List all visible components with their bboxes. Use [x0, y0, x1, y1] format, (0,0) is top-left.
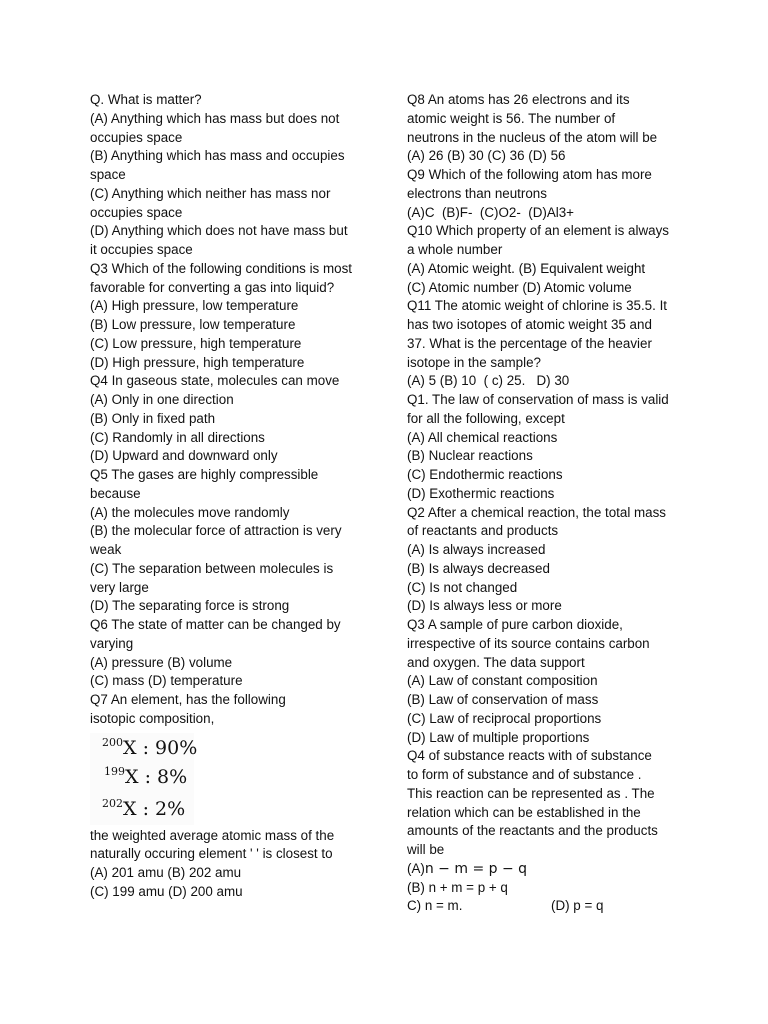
text-line: (B) Low pressure, low temperature: [90, 317, 296, 332]
text-line: (C) The separation between molecules is: [90, 560, 334, 576]
text-line: (D) The separating force is strong: [90, 598, 290, 614]
text-line: Q1. The law of conservation of mass is valid: [407, 392, 669, 407]
text-line: Q6 The state of matter can be changed by: [90, 617, 341, 632]
text-line: naturally occuring element ' ' is closest to: [90, 846, 333, 862]
text-line: (D) Exothermic reactions: [407, 485, 555, 501]
text-line: irrespective of its source contains carbon: [407, 635, 650, 651]
text-line: (A) 26 (B) 30 (C) 36 (D) 56: [407, 148, 566, 164]
option-b-line: (B) n + m = p + q: [407, 879, 508, 895]
text-line: (A)C (B)F- (C)O2- (D)Al3+: [407, 204, 575, 220]
text-line: isotopic composition,: [90, 710, 215, 726]
text-line: Q8 An atoms has 26 electrons and its: [407, 92, 630, 107]
text-line: (B) Nuclear reactions: [407, 448, 533, 464]
option-c: C) n = m.: [407, 898, 463, 914]
text-line: (C) Randomly in all directions: [90, 429, 265, 445]
text-line: electrons than neutrons: [407, 185, 547, 201]
text-line: for all the following, except: [407, 410, 565, 426]
text-line: Q10 Which property of an element is always: [407, 223, 669, 239]
text-line: Q5 The gases are highly compressible: [90, 467, 319, 482]
right-column: [407, 91, 685, 916]
text-line: (A) Is always increased: [407, 542, 546, 557]
text-line: and oxygen. The data support: [407, 654, 585, 670]
text-line: a whole number: [407, 242, 503, 257]
text-line: (C) Law of reciprocal proportions: [407, 710, 602, 726]
isotope-row: $^{202}$X : 2%: [102, 796, 186, 820]
text-line: (C) Is not changed: [407, 579, 518, 595]
option-a-line: (A)n − m = p − q: [407, 860, 528, 877]
left-top-text: [90, 91, 372, 729]
text-line: (A) pressure (B) volume: [90, 654, 233, 670]
text-line: has two isotopes of atomic weight 35 and: [407, 317, 652, 332]
right-text: [407, 91, 685, 860]
text-line: (A) All chemical reactions: [407, 429, 558, 445]
text-line: (A) Only in one direction: [90, 392, 234, 407]
text-line: space: [90, 167, 126, 182]
text-line: Q9 Which of the following atom has more: [407, 167, 652, 182]
text-line: because: [90, 485, 141, 501]
left-column: [90, 91, 372, 902]
text-line: (C) 199 amu (D) 200 amu: [90, 883, 243, 899]
text-line: Q4 In gaseous state, molecules can move: [90, 373, 340, 389]
text-line: of reactants and products: [407, 523, 559, 539]
text-line: (A) 5 (B) 10 ( c) 25. D) 30: [407, 373, 570, 389]
text-line: (B) Only in fixed path: [90, 410, 216, 426]
isotope-row: $^{200}$X : 90%: [102, 735, 198, 759]
text-line: varying: [90, 635, 134, 651]
text-line: relation which can be established in the: [407, 804, 641, 820]
text-line: (D) Anything which does not have mass but: [90, 223, 348, 239]
text-line: (A) High pressure, low temperature: [90, 298, 299, 314]
text-line: 37. What is the percentage of the heavier: [407, 335, 652, 351]
text-line: weak: [90, 542, 122, 557]
text-line: atomic weight is 56. The number of: [407, 110, 616, 126]
text-line: favorable for converting a gas into liquid?: [90, 279, 335, 295]
text-line: (D) Law of multiple proportions: [407, 729, 590, 745]
text-line: Q3 Which of the following conditions is most: [90, 260, 352, 276]
text-line: isotope in the sample?: [407, 354, 541, 370]
text-line: Q3 A sample of pure carbon dioxide,: [407, 617, 623, 632]
option-d: (D) p = q: [551, 898, 604, 914]
text-line: (A) Atomic weight. (B) Equivalent weight: [407, 260, 646, 276]
text-line: (C) Anything which neither has mass nor: [90, 185, 331, 201]
text-line: (C) Endothermic reactions: [407, 467, 563, 482]
text-line: occupies space: [90, 129, 183, 145]
left-bottom-text: [90, 827, 372, 902]
text-line: Q4 of substance reacts with of substance: [407, 748, 652, 764]
text-line: (A) Law of constant composition: [407, 673, 598, 689]
text-line: the weighted average atomic mass of the: [90, 827, 335, 843]
text-line: (A) 201 amu (B) 202 amu: [90, 865, 242, 880]
text-line: will be: [407, 842, 445, 857]
text-line: (A) Anything which has mass but does not: [90, 110, 340, 126]
isotope-row: $^{199}$X : 8%: [104, 764, 188, 788]
text-line: neutrons in the nucleus of the atom will be: [407, 129, 658, 145]
text-line: (D) Upward and downward only: [90, 448, 278, 464]
text-line: Q2 After a chemical reaction, the total mass: [407, 504, 667, 520]
text-line: (B) Anything which has mass and occupies: [90, 148, 345, 164]
text-line: Q7 An element, has the following: [90, 692, 286, 707]
text-line: Q11 The atomic weight of chlorine is 35.5. It: [407, 298, 668, 314]
text-line: (A) the molecules move randomly: [90, 504, 290, 520]
option-cd-line: [407, 897, 685, 916]
text-line: (B) Law of conservation of mass: [407, 692, 599, 707]
text-line: (D) Is always less or more: [407, 598, 562, 614]
text-line: (C) Atomic number (D) Atomic volume: [407, 279, 632, 295]
text-line: amounts of the reactants and the products: [407, 823, 658, 839]
text-line: (B) Is always decreased: [407, 560, 550, 576]
text-line: very large: [90, 579, 149, 595]
text-line: This reaction can be represented as . The: [407, 785, 655, 801]
text-line: it occupies space: [90, 242, 193, 257]
text-line: (D) High pressure, high temperature: [90, 354, 305, 370]
text-line: to form of substance and of substance .: [407, 767, 642, 782]
text-line: occupies space: [90, 204, 183, 220]
isotope-composition-image: [90, 733, 198, 825]
text-line: Q. What is matter?: [90, 92, 202, 107]
text-line: (C) mass (D) temperature: [90, 673, 243, 689]
text-line: (C) Low pressure, high temperature: [90, 335, 302, 351]
text-line: (B) the molecular force of attraction is very: [90, 523, 342, 539]
